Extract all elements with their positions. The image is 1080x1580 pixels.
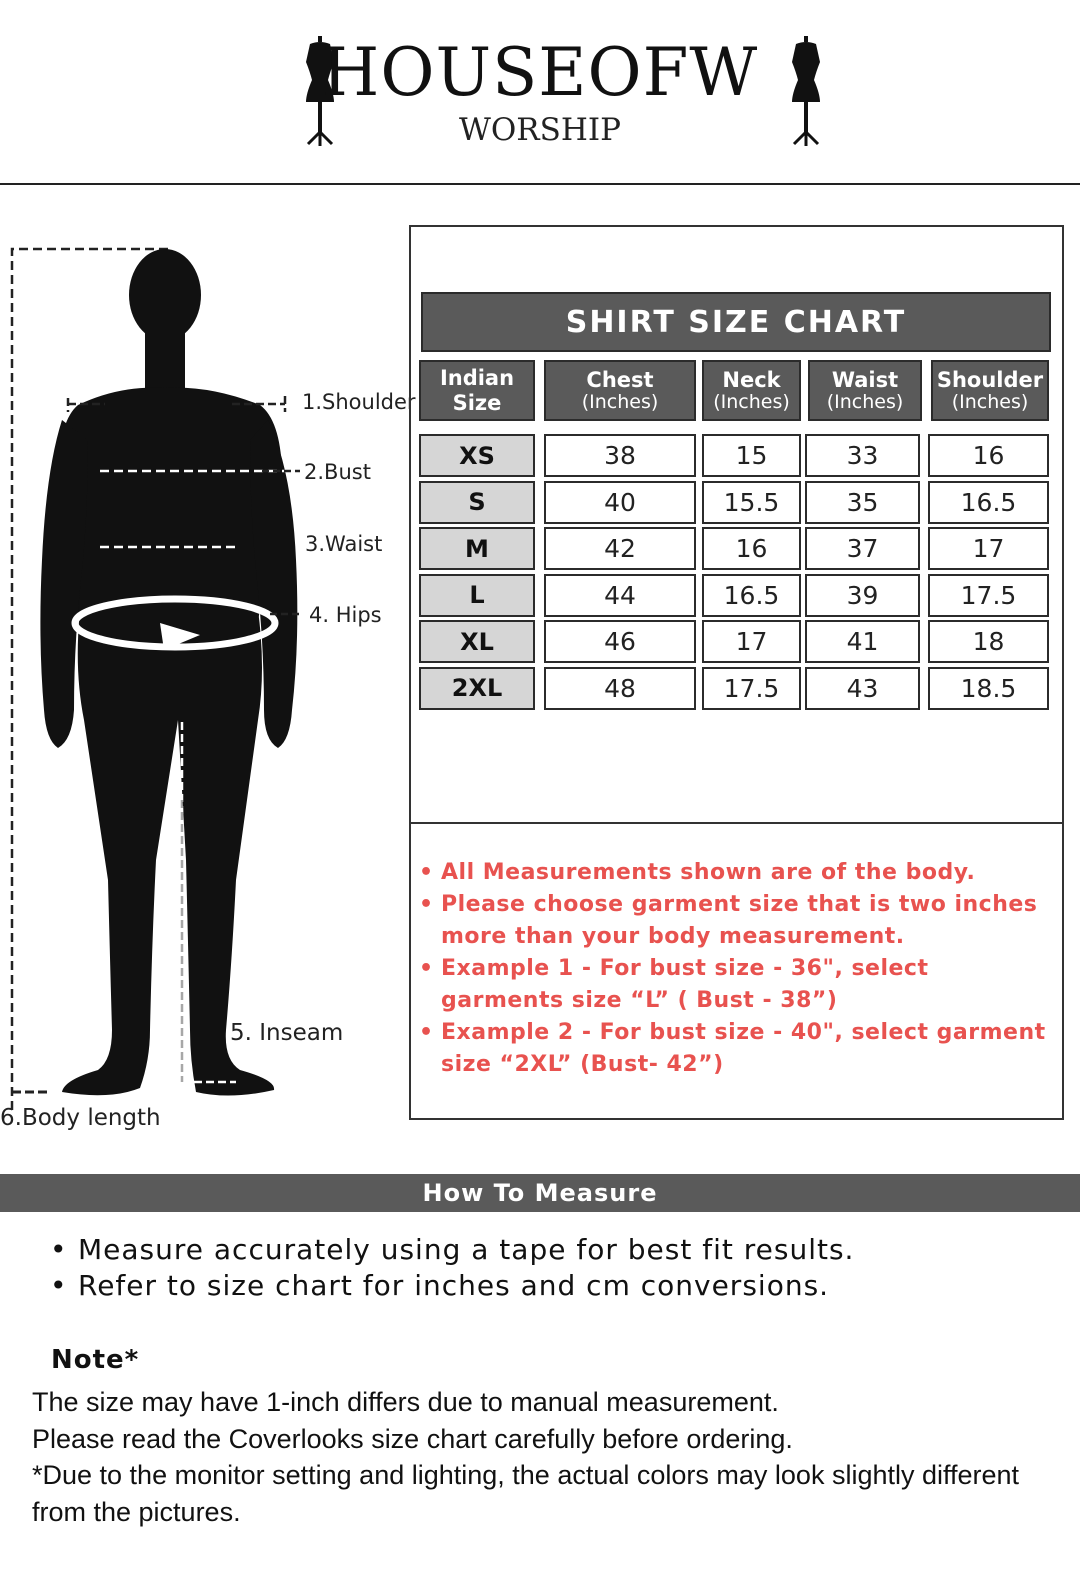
header-shoulder-name: Shoulder — [936, 367, 1044, 392]
neck-cell: 16.5 — [702, 574, 801, 617]
waist-cell: 33 — [805, 434, 920, 477]
label-hips: 4. Hips — [309, 603, 382, 627]
note-line: *Due to the monitor setting and lighting, the actual colors may look slightly different from the pictures. — [32, 1460, 1020, 1527]
neck-cell: 15 — [702, 434, 801, 477]
header-neck-name: Neck — [722, 367, 781, 392]
note-line: The size may have 1-inch differs due to manual measurement. — [32, 1387, 779, 1417]
fit-note: • Example 2 - For bust size - 40", select garment size “2XL” (Bust- 42”) — [419, 1017, 1059, 1081]
shoulder-cell: 18.5 — [928, 667, 1049, 710]
brand-header — [0, 0, 1080, 186]
label-inseam: 5. Inseam — [230, 1020, 344, 1046]
how-to-measure-list — [50, 1232, 1050, 1304]
note-line: Please read the Coverlooks size chart carefully before ordering. — [32, 1423, 793, 1454]
how-to-measure-heading: How To Measure — [0, 1174, 1080, 1212]
neck-cell: 15.5 — [702, 481, 801, 524]
chart-title: SHIRT SIZE CHART — [421, 292, 1051, 352]
label-body-length: 6.Body length — [0, 1105, 161, 1131]
header-size — [419, 360, 535, 421]
shoulder-cell: 16.5 — [928, 481, 1049, 524]
header-chest-unit: (Inches) — [581, 390, 659, 413]
label-bust: 2.Bust — [304, 460, 371, 484]
note-title: Note* — [51, 1345, 140, 1375]
shoulder-cell: 17 — [928, 527, 1049, 570]
size-cell: L — [419, 574, 535, 617]
size-chart-panel — [409, 225, 1064, 1120]
chest-cell: 46 — [544, 620, 696, 663]
header-waist-name: Waist — [831, 367, 899, 392]
header-chest-name: Chest — [586, 367, 654, 392]
header-chest — [544, 360, 696, 421]
waist-cell: 35 — [805, 481, 920, 524]
size-cell: XS — [419, 434, 535, 477]
header-size-name: Indian — [439, 366, 515, 391]
measurement-figure — [0, 240, 420, 1140]
header-waist — [808, 360, 922, 421]
chest-cell: 48 — [544, 667, 696, 710]
waist-cell: 39 — [805, 574, 920, 617]
fit-notes — [419, 857, 1059, 1081]
fit-note: • Please choose garment size that is two inches more than your body measurement. — [419, 889, 1059, 953]
header-size-unit: Size — [452, 390, 502, 415]
chest-cell: 38 — [544, 434, 696, 477]
brand-tagline: WORSHIP — [459, 112, 621, 148]
neck-cell: 17 — [702, 620, 801, 663]
size-cell: 2XL — [419, 667, 535, 710]
fit-note: • All Measurements shown are of the body. — [419, 857, 1059, 889]
header-waist-unit: (Inches) — [826, 390, 904, 413]
size-cell: XL — [419, 620, 535, 663]
list-item: • Refer to size chart for inches and cm conversions. — [50, 1268, 1050, 1304]
shoulder-cell: 17.5 — [928, 574, 1049, 617]
header-shoulder — [931, 360, 1049, 421]
size-cell: S — [419, 481, 535, 524]
chest-cell: 40 — [544, 481, 696, 524]
chest-cell: 42 — [544, 527, 696, 570]
shoulder-cell: 16 — [928, 434, 1049, 477]
shoulder-cell: 18 — [928, 620, 1049, 663]
size-cell: M — [419, 527, 535, 570]
header-shoulder-unit: (Inches) — [951, 390, 1029, 413]
chart-divider — [411, 822, 1062, 824]
header-neck — [702, 360, 801, 421]
brand-name: HOUSEOFW — [321, 34, 759, 111]
waist-cell: 43 — [805, 667, 920, 710]
list-item: • Measure accurately using a tape for best fit results. — [50, 1232, 1050, 1268]
label-waist: 3.Waist — [305, 532, 383, 556]
fit-note: • Example 1 - For bust size - 36", select garments size “L” ( Bust - 38”) — [419, 953, 1059, 1017]
waist-cell: 37 — [805, 527, 920, 570]
dress-form-icon — [786, 36, 826, 148]
label-shoulder: 1.Shoulder — [302, 390, 416, 414]
waist-cell: 41 — [805, 620, 920, 663]
chest-cell: 44 — [544, 574, 696, 617]
header-neck-unit: (Inches) — [713, 390, 790, 413]
body-silhouette — [0, 240, 420, 1140]
neck-cell: 17.5 — [702, 667, 801, 710]
header-divider — [0, 183, 1080, 185]
note-body — [32, 1384, 1052, 1530]
neck-cell: 16 — [702, 527, 801, 570]
